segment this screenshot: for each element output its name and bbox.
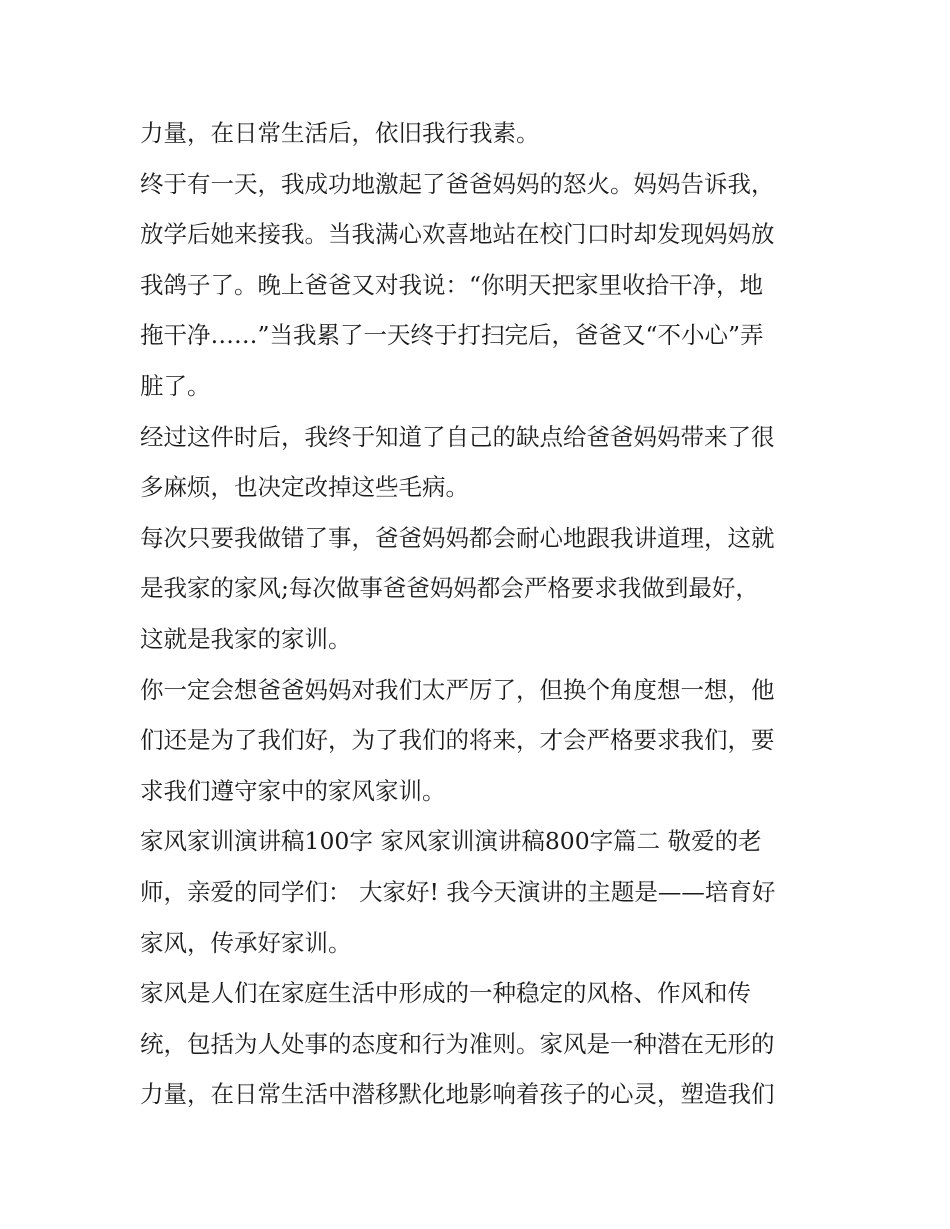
text-line: 家风是人们在家庭生活中形成的一种稳定的风格、作风和传: [140, 979, 751, 1008]
text-line: 我鸽子了。晚上爸爸又对我说：“你明天把家里收拾干净，地: [140, 270, 764, 299]
text-line: 们还是为了我们好，为了我们的将来，才会严格要求我们，要: [140, 726, 775, 755]
text-line: 这就是我家的家训。: [140, 624, 352, 653]
text-line: 每次只要我做错了事，爸爸妈妈都会耐心地跟我讲道理，这就: [140, 523, 775, 552]
text-line: 家风家训演讲稿100字 家风家训演讲稿800字篇二 敬爱的老: [140, 827, 762, 856]
text-line: 多麻烦，也决定改掉这些毛病。: [140, 473, 469, 502]
text-line: 是我家的家风;每次做事爸爸妈妈都会严格要求我做到最好，: [140, 574, 759, 603]
text-line: 你一定会想爸爸妈妈对我们太严厉了，但换个角度想一想，他: [140, 675, 775, 704]
text-line: 求我们遵守家中的家风家训。: [140, 776, 446, 805]
text-line: 力量，在日常生活中潜移默化地影响着孩子的心灵，塑造我们: [140, 1080, 775, 1109]
text-line: 放学后她来接我。当我满心欢喜地站在校门口时却发现妈妈放: [140, 220, 775, 249]
text-line: 脏了。: [140, 371, 211, 400]
text-line: 统，包括为人处事的态度和行为准则。家风是一种潜在无形的: [140, 1029, 775, 1058]
text-line: 经过这件时后，我终于知道了自己的缺点给爸爸妈妈带来了很: [140, 422, 775, 451]
text-line: 力量，在日常生活后，依旧我行我素。: [140, 119, 540, 147]
document-body: [140, 108, 820, 1120]
text-line: 家风，传承好家训。: [140, 928, 352, 957]
text-line: 拖干净……”当我累了一天终于打扫完后，爸爸又“不小心”弄: [140, 321, 764, 350]
text-line: 终于有一天，我成功地激起了爸爸妈妈的怒火。妈妈告诉我，: [140, 169, 775, 198]
text-line: 师，亲爱的同学们： 大家好! 我今天演讲的主题是——培育好: [140, 877, 776, 906]
